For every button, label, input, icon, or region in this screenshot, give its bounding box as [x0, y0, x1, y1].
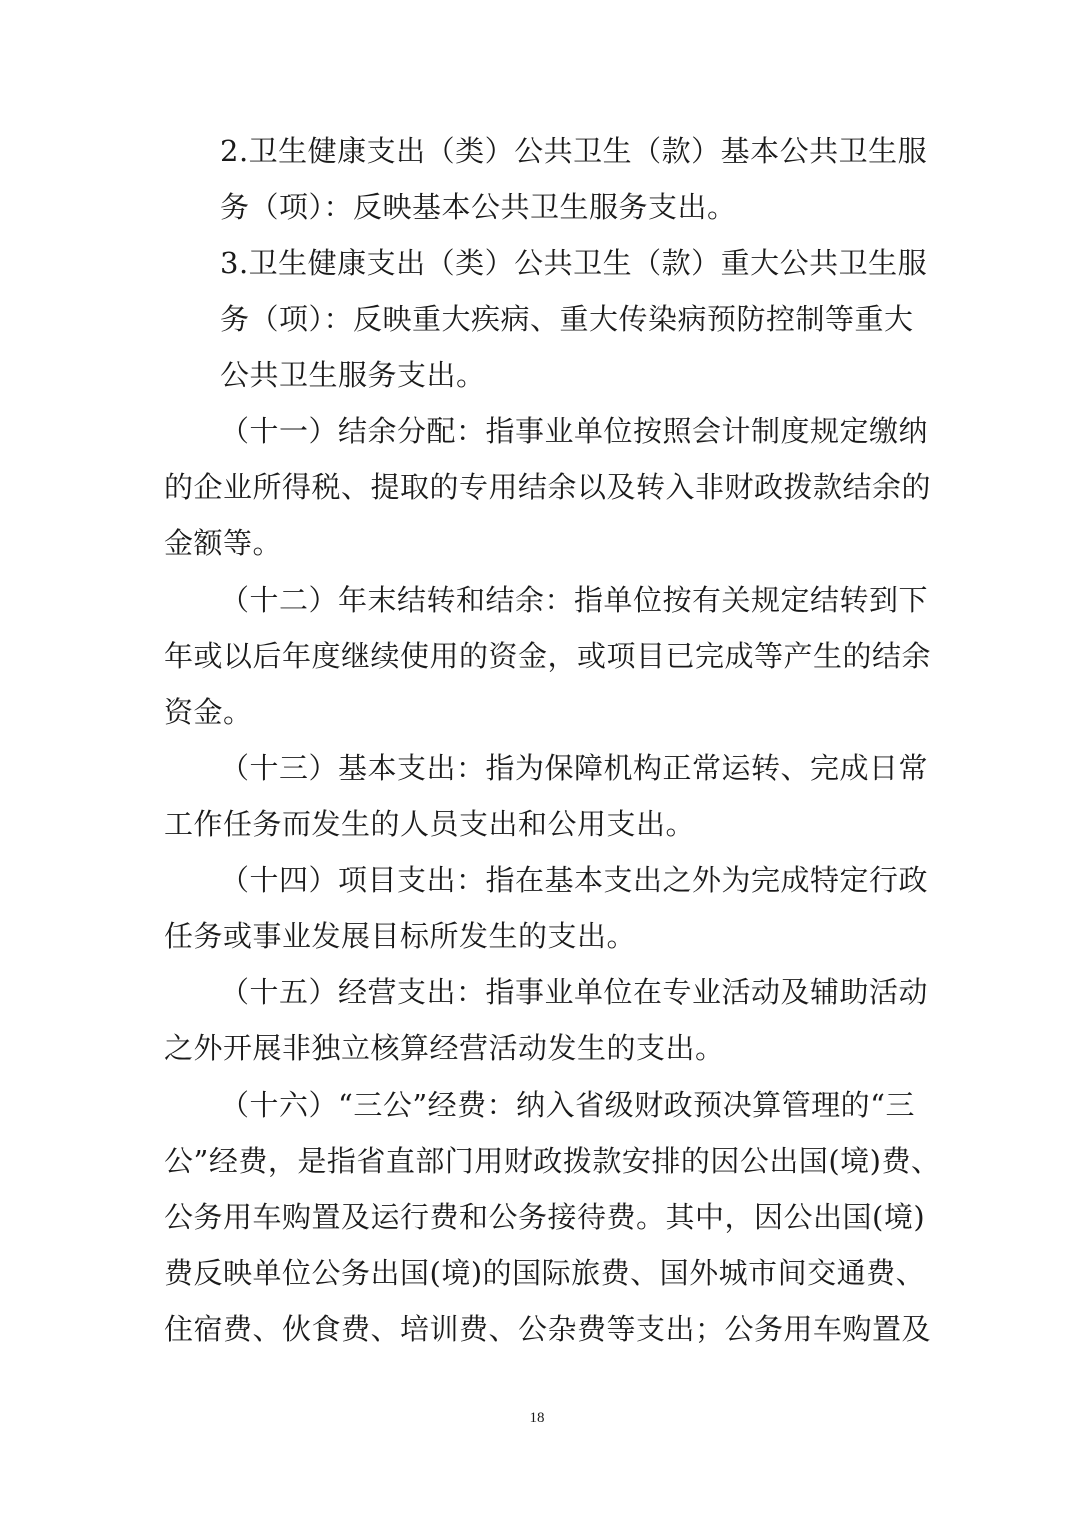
text-line: （十四）项目支出：指在基本支出之外为完成特定行政 — [220, 863, 929, 897]
text-line: 2.卫生健康支出（类）公共卫生（款）基本公共卫生服 — [220, 134, 928, 168]
text-line: 之外开展非独立核算经营活动发生的支出。 — [164, 1031, 725, 1065]
text-line: 工作任务而发生的人员支出和公用支出。 — [164, 807, 696, 841]
text-line: （十五）经营支出：指事业单位在专业活动及辅助活动 — [220, 975, 929, 1009]
text-line: 公共卫生服务支出。 — [220, 358, 486, 392]
text-line: （十一）结余分配：指事业单位按照会计制度规定缴纳 — [220, 414, 929, 448]
text-line: 的企业所得税、提取的专用结余以及转入非财政拨款结余的 — [164, 470, 932, 504]
text-line: 务（项）：反映重大疾病、重大传染病预防控制等重大 — [220, 302, 914, 336]
page-number: 18 — [529, 1410, 545, 1426]
text-line: 务（项）：反映基本公共卫生服务支出。 — [220, 190, 737, 224]
text-line: 3.卫生健康支出（类）公共卫生（款）重大公共卫生服 — [220, 246, 928, 280]
text-line: 任务或事业发展目标所发生的支出。 — [164, 919, 637, 953]
text-line: （十六）“三公”经费：纳入省级财政预决算管理的“三 — [220, 1088, 915, 1122]
text-line: 费反映单位公务出国(境)的国际旅费、国外城市间交通费、 — [164, 1256, 926, 1290]
text-line: 年或以后年度继续使用的资金，或项目已完成等产生的结余 — [164, 639, 932, 673]
text-line: 公”经费，是指省直部门用财政拨款安排的因公出国(境)费、 — [164, 1144, 941, 1178]
text-line: 住宿费、伙食费、培训费、公杂费等支出；公务用车购置及 — [164, 1312, 932, 1346]
text-line: （十二）年末结转和结余：指单位按有关规定结转到下 — [220, 583, 929, 617]
text-line: （十三）基本支出：指为保障机构正常运转、完成日常 — [220, 751, 929, 785]
text-line: 资金。 — [164, 695, 253, 729]
text-line: 金额等。 — [164, 526, 283, 560]
text-line: 公务用车购置及运行费和公务接待费。其中，因公出国(境) — [164, 1200, 926, 1234]
